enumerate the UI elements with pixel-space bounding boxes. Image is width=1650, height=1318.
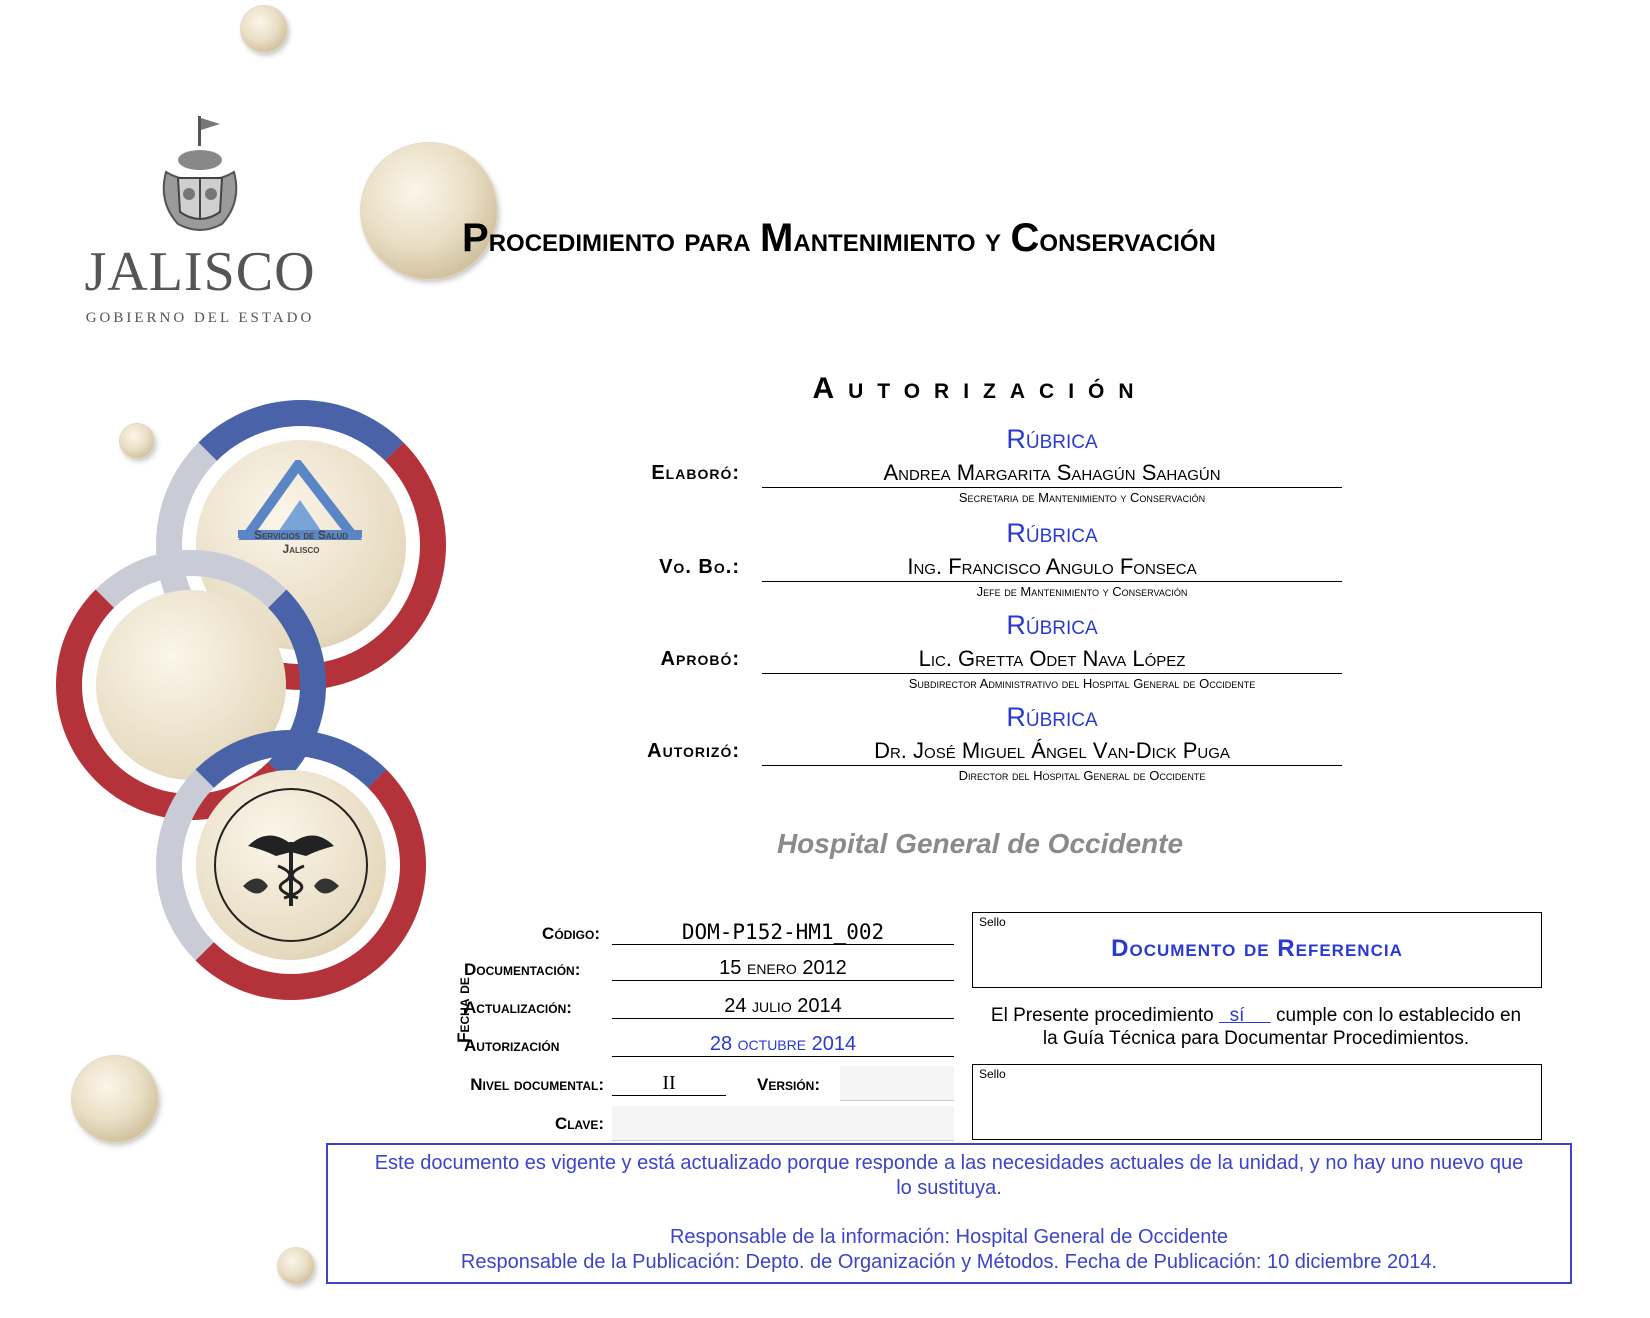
signature-name: Dr. José Miguel Ángel Van-Dick Puga <box>762 738 1342 766</box>
notice-line-4: Responsable de la Publicación: Depto. de Organización y Métodos. Fecha de Publicación: 10 diciembre 2014. <box>460 1251 1438 1273</box>
hospital-name: Hospital General de Occidente <box>776 828 1184 859</box>
version-label: Versión: <box>756 1075 820 1094</box>
autorizacion-value: 28 octubre 2014 <box>612 1033 954 1057</box>
notice-line-1: Este documento es vigente y está actualizado porque responde a las necesidades actuales de la unidad, y no hay uno nuevo que <box>374 1152 1524 1174</box>
notice-line-3: Responsable de la información: Hospital General de Occidente <box>669 1226 1229 1248</box>
caduceus-eagle-icon <box>238 816 344 916</box>
page-title: Procedimiento para Mantenimiento y Conservación <box>462 216 1216 260</box>
documentacion-label: Documentación: <box>464 960 581 979</box>
signature-role: Secretaria de Mantenimiento y Conservación <box>958 490 1206 505</box>
fecha-de-label: Fecha de <box>454 977 473 1043</box>
compliance-statement: El Presente procedimiento sí cumple con lo establecido en la Guía Técnica para Documentar Procedimientos. <box>990 1005 1522 1049</box>
authorization-heading: Autorización <box>812 372 1148 405</box>
codigo-value: DOM-P152-HM1_002 <box>612 920 954 945</box>
signature-name: Ing. Francisco Angulo Fonseca <box>762 554 1342 582</box>
stamp-box <box>972 912 1542 988</box>
signature-role: Subdirector Administrativo del Hospital General de Occidente <box>908 676 1256 691</box>
signature-rubrica: Rúbrica <box>1006 424 1098 454</box>
signature-rubrica: Rúbrica <box>1006 518 1098 548</box>
signature-label: Elaboró: <box>651 462 740 484</box>
jalisco-logo <box>80 112 320 334</box>
clave-label: Clave: <box>554 1114 604 1133</box>
sello-label: Sello <box>979 915 1006 929</box>
signature-rubrica: Rúbrica <box>1006 702 1098 732</box>
compliance-mark: sí <box>1229 1005 1245 1026</box>
validity-notice <box>326 1143 1572 1284</box>
nivel-documental-label: Nivel documental: <box>470 1075 604 1094</box>
notice-line-2: lo sustituya. <box>896 1177 1002 1199</box>
state-name: JALISCO <box>84 241 316 303</box>
decorative-orb <box>241 6 287 52</box>
stamp-box-2 <box>972 1064 1542 1140</box>
clave-value <box>612 1106 954 1141</box>
signature-role: Director del Hospital General de Occidente <box>958 768 1206 783</box>
reference-document-heading: Documento de Referencia <box>1111 935 1403 962</box>
state-subtitle: GOBIERNO DEL ESTADO <box>85 310 315 326</box>
signature-label: Aprobó: <box>660 648 740 670</box>
documentacion-value: 15 enero 2012 <box>612 957 954 981</box>
coat-of-arms-icon <box>148 112 252 242</box>
decorative-orb <box>278 1248 314 1284</box>
actualizacion-label: Actualización: <box>464 998 572 1017</box>
codigo-label: Código: <box>542 924 600 943</box>
signature-label: Autorizó: <box>647 740 740 762</box>
health-services-logo <box>56 400 446 1060</box>
signature-rubrica: Rúbrica <box>1006 610 1098 640</box>
actualizacion-value: 24 julio 2014 <box>612 995 954 1019</box>
signature-name: Lic. Gretta Odet Nava López <box>762 646 1342 674</box>
health-services-label: Servicios de Salud Jalisco <box>253 528 349 556</box>
signature-name: Andrea Margarita Sahagún Sahagún <box>762 460 1342 488</box>
nivel-documental-value: II <box>612 1072 726 1096</box>
autorizacion-label: Autorización <box>464 1036 560 1055</box>
signature-role: Jefe de Mantenimiento y Conservación <box>976 584 1188 599</box>
decorative-orb <box>72 1056 158 1142</box>
version-value <box>840 1066 954 1101</box>
sello-label-2: Sello <box>979 1067 1006 1081</box>
hospital-seal <box>214 788 368 942</box>
signature-label: Vo. Bo.: <box>659 556 740 578</box>
